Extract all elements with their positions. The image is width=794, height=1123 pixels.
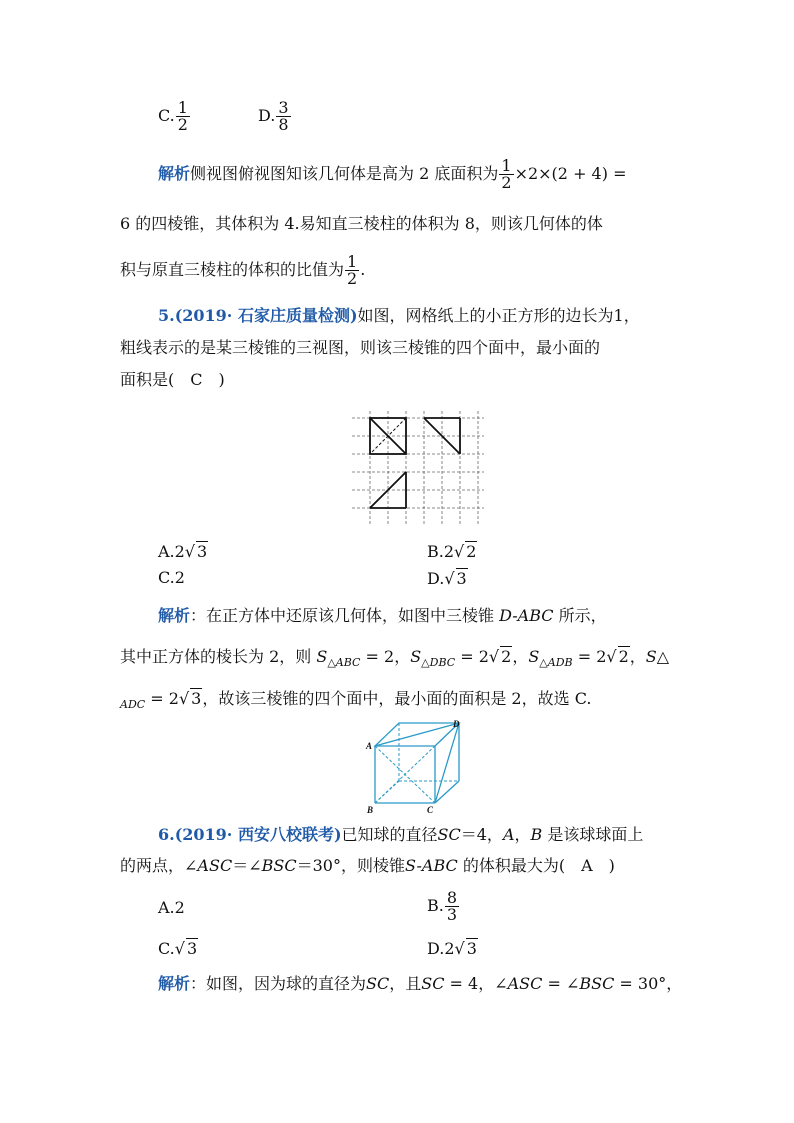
fraction: $\frac{8}{3}$ — [446, 888, 458, 924]
option-a: A.2√ 3 — [158, 542, 208, 561]
solution-label: 解析 — [158, 974, 191, 993]
option-d: D.2√ 3 — [427, 939, 477, 958]
fraction: $\frac{3}{8}$ — [278, 98, 289, 134]
question-source: 6.(2019· 西安八校联考) — [158, 825, 342, 844]
sqrt: √ 3 — [178, 689, 202, 708]
option-d: D. $\frac{3}{8}$ — [258, 98, 289, 134]
solution-line: 解析：在正方体中还原该几何体，如图中三棱锥 D-ABC 所示， — [158, 606, 607, 625]
sqrt: √ 3 — [184, 542, 208, 561]
vertex-label-c: C — [427, 805, 434, 815]
option-b: B. $\frac{8}{3}$ — [427, 888, 458, 924]
solution-line: 解析侧视图俯视图知该几何体是高为 2 底面积为 $\frac{1}{2}$ ×2×(2 + 4) = — [158, 156, 627, 192]
option-a: A.2 — [158, 898, 185, 917]
solution-label: 解析 — [158, 606, 191, 625]
fraction: $\frac{1}{2}$ — [177, 98, 188, 134]
question-source: 5.(2019· 石家庄质量检测) — [158, 306, 358, 325]
option-c: C. $\frac{1}{2}$ — [158, 98, 188, 134]
question-line: 面积是( C ) — [120, 370, 225, 389]
option-c: C.√ 3 — [158, 939, 198, 958]
question-line: 粗线表示的是某三棱锥的三视图，则该三棱锥的四个面中，最小面的 — [120, 338, 601, 357]
question-line: 6.(2019· 西安八校联考)已知球的直径SC＝4，A，B 是该球球面上 — [158, 825, 644, 844]
solution-line: 解析：如图，因为球的直径为SC，且SC = 4，∠ASC = ∠BSC = 30°， — [158, 974, 683, 993]
vertex-label-a: A — [366, 741, 373, 751]
three-view-figure — [352, 411, 484, 525]
solution-line: 6 的四棱锥，其体积为 4.易知直三棱柱的体积为 8，则该几何体的体 — [120, 214, 603, 233]
sqrt: √ 3 — [454, 939, 477, 958]
sqrt: √ 3 — [174, 939, 198, 958]
question-line: 5.(2019· 石家庄质量检测)如图，网格纸上的小正方形的边长为1， — [158, 306, 640, 325]
option-d: D.√ 3 — [427, 569, 467, 588]
sqrt: √ 2 — [606, 647, 629, 666]
sqrt: √ 3 — [444, 569, 467, 588]
option-c: C.2 — [158, 568, 185, 587]
sqrt: √ 2 — [488, 647, 512, 666]
solution-line: 其中正方体的棱长为 2，则 $S_{\triangle ABC} = 2$，$S_{\triangle DBC} = 2√$ 2，$S_{\triangle ADB} = 2√$ 2，S△ — [120, 647, 670, 670]
fraction: $\frac{1}{2}$ — [347, 252, 358, 288]
solution-line: $_{ADC}$ = 2√ 3，故该三棱锥的四个面中，最小面的面积是 2，故选 C. — [120, 689, 592, 712]
option-b: B.2√ 2 — [427, 542, 477, 561]
vertex-label-d: D — [453, 719, 460, 729]
fraction: $\frac{1}{2}$ — [501, 156, 512, 192]
vertex-label-b: B — [367, 805, 374, 815]
solution-label: 解析 — [158, 164, 191, 183]
question-line: 的两点，∠ASC＝∠BSC＝30°，则棱锥S-ABC 的体积最大为( A ) — [120, 856, 615, 875]
solution-line: 积与原直三棱柱的体积的比值为 $\frac{1}{2}$ . — [120, 252, 366, 288]
sqrt: √ 2 — [454, 542, 477, 561]
cube-figure — [365, 719, 465, 815]
